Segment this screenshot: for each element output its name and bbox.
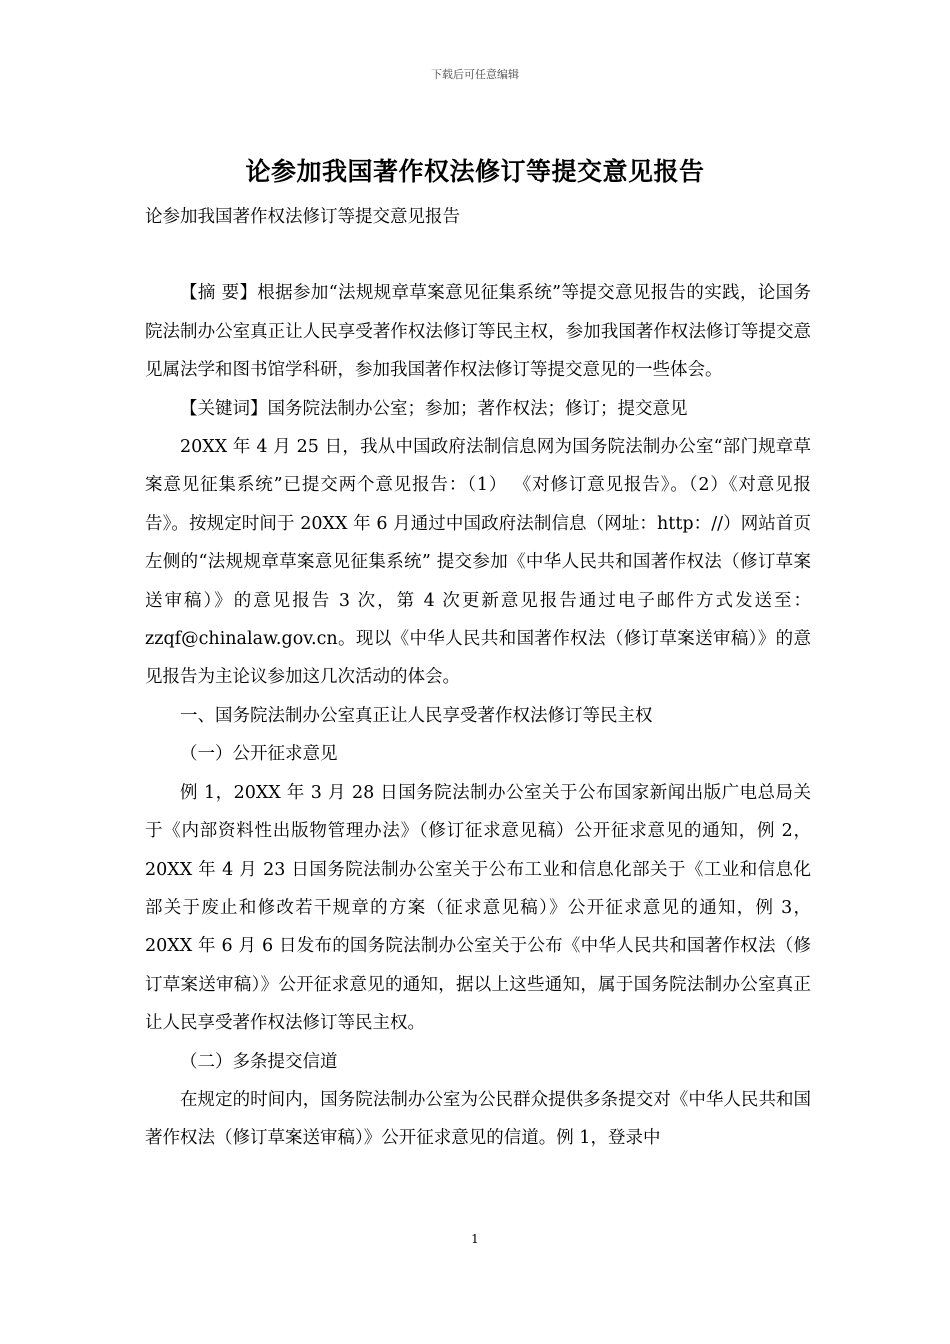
page-header-note: 下载后可任意编辑 xyxy=(431,68,519,81)
body-paragraph: 例 1，20XX 年 3 月 28 日国务院法制办公室关于公布国家新闻出版广电总局关于《内部资料性出版物管理办法》（修订征求意见稿）公开征求意见的通知，例 2，20XX 年 4 月 23 日国务院法制办公室关于公布工业和信息化部关于《工业和信息化部关于废止和修改若干规章的方案（征求意见稿）》公开征求意见的通知，例 3，20XX 年 6 月 6 日发布的国务院法制办公室关于公布《中华人民共和国著作权法（修订草案送审稿）》公开征求意见的通知，据以上这些通知，属于国务院法制办公室真正让人民享受著作权法修订等民主权。 xyxy=(145,782,811,1034)
keywords-paragraph: 【关键词】国务院法制办公室；参加；著作权法；修订；提交意见 xyxy=(180,398,688,419)
document-subtitle: 论参加我国著作权法修订等提交意见报告 xyxy=(145,207,460,227)
subsection-heading: （一）公开征求意见 xyxy=(180,744,338,765)
body-paragraph: 在规定的时间内，国务院法制办公室为公民群众提供多条提交对《中华人民共和国著作权法（修订草案送审稿）》公开征求意见的信道。例 1，登录中 xyxy=(145,1089,811,1149)
abstract-paragraph: 【摘 要】根据参加“法规规章草案意见征集系统”等提交意见报告的实践，论国务院法制办公室真正让人民享受著作权法修订等民主权，参加我国著作权法修订等提交意见属法学和图书馆学科研，参加我国著作权法修订等提交意见的一些体会。 xyxy=(145,283,811,381)
body-paragraph: 20XX 年 4 月 25 日，我从中国政府法制信息网为国务院法制办公室“部门规章草案意见征集系统”已提交两个意见报告：（1） 《对修订意见报告》。（2）《对意见报告》。按规定时间于 20XX 年 6 月通过中国政府法制信息（网址：http：//）网站首页左侧的“法规规章草案意见征集系统” 提交参加《中华人民共和国著作权法（修订草案送审稿）》的意见报告 3 次，第 4 次更新意见报告通过电子邮件方式发送至：zzqf@chinalaw.gov.cn。现以《中华人民共和国著作权法（修订草案送审稿）》的意见报告为主论议参加这几次活动的体会。 xyxy=(145,437,811,688)
page-number: 1 xyxy=(471,1232,479,1246)
subsection-heading: （二）多条提交信道 xyxy=(180,1051,338,1072)
section-heading: 一、国务院法制办公室真正让人民享受著作权法修订等民主权 xyxy=(180,705,653,726)
document-body xyxy=(145,198,811,1158)
document-title: 论参加我国著作权法修订等提交意见报告 xyxy=(245,157,705,186)
